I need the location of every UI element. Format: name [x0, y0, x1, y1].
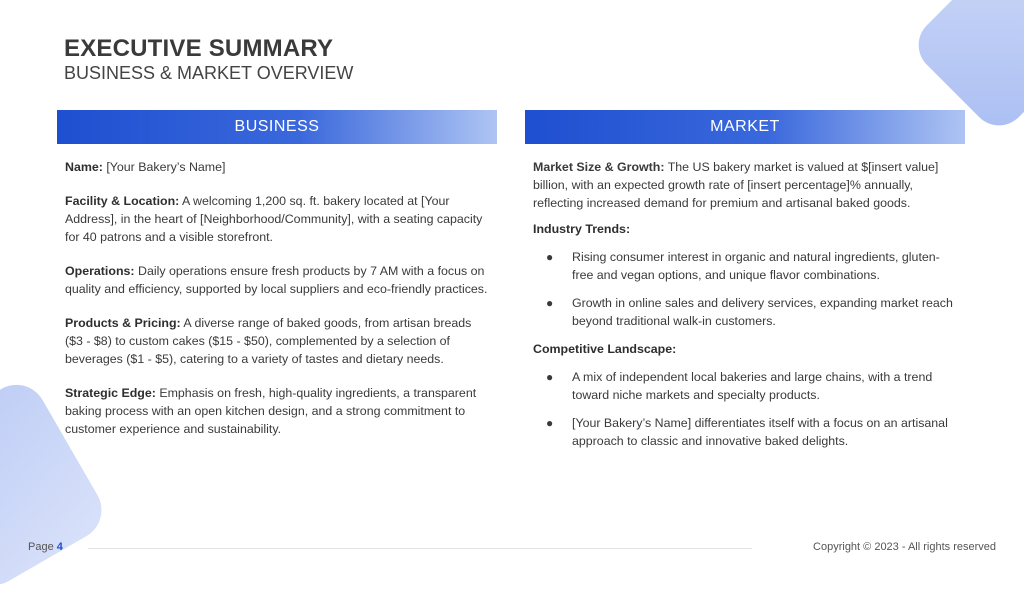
page-title: EXECUTIVE SUMMARY: [64, 35, 334, 62]
copyright-text: Copyright © 2023 - All rights reserved: [813, 541, 996, 553]
list-item: ● Rising consumer interest in organic and natural ingredients, gluten-free and vegan options, and unique flavor combinations.: [546, 250, 940, 282]
item-label: Operations:: [65, 264, 135, 278]
business-edge-item: [65, 384, 489, 438]
bullet-icon: ●: [546, 370, 554, 384]
item-text: [Your Bakery’s Name]: [102, 160, 226, 174]
market-header: MARKET: [525, 110, 965, 144]
bullet-icon: ●: [546, 416, 554, 430]
bullet-icon: ●: [546, 250, 554, 264]
market-column: [525, 110, 965, 460]
item-text: Emphasis on fresh, high-quality ingredients, a transparent baking process with an open kitchen design, and a strong commitment to customer experience and sustainability.: [65, 386, 477, 436]
page-subtitle: BUSINESS & MARKET OVERVIEW: [64, 63, 354, 83]
page-number: 4: [56, 541, 63, 553]
bullet-icon: ●: [546, 296, 554, 310]
business-products-item: [65, 314, 489, 368]
business-operations-item: [65, 262, 489, 298]
business-content: [57, 144, 497, 438]
item-label: Products & Pricing:: [65, 316, 181, 330]
industry-trends-heading: Industry Trends:: [533, 222, 631, 236]
item-text: A diverse range of baked goods, from artisan breads ($3 - $8) to custom cakes ($15 - $50), complemented by a selection of beverages ($1 - $5), catering to a variety of tastes and dietary needs.: [65, 316, 472, 366]
page-indicator: [28, 541, 63, 553]
business-facility-item: [65, 192, 489, 246]
business-header: BUSINESS: [57, 110, 497, 144]
item-label: Name:: [65, 160, 103, 174]
market-content: [525, 144, 965, 450]
competitive-landscape-heading: Competitive Landscape:: [533, 342, 677, 356]
competitive-landscape-list: [533, 368, 957, 450]
item-text: Daily operations ensure fresh products by 7 AM with a focus on quality and efficiency, supported by local suppliers and eco-friendly practices.: [65, 264, 488, 296]
business-column: [57, 110, 497, 454]
page-label: Page: [28, 541, 57, 553]
item-label: Strategic Edge:: [65, 386, 156, 400]
list-item: ● [Your Bakery’s Name] differentiates itself with a focus on an artisanal approach to classic and innovative baked delights.: [546, 416, 948, 448]
list-item: ● Growth in online sales and delivery services, expanding market reach beyond traditional walk-in customers.: [546, 296, 953, 328]
industry-trends-list: [533, 248, 957, 330]
market-size-item: [533, 158, 957, 212]
footer-divider: [88, 548, 752, 549]
item-label: Market Size & Growth:: [533, 160, 665, 174]
item-label: Facility & Location:: [65, 194, 180, 208]
business-name-item: [65, 158, 489, 176]
list-item: ● A mix of independent local bakeries and large chains, with a trend toward niche markets and specialty products.: [546, 370, 933, 402]
item-text: A welcoming 1,200 sq. ft. bakery located at [Your Address], in the heart of [Neighborhood/Community], with a seating capacity for 40 patrons and a visible storefront.: [65, 194, 483, 244]
item-text: The US bakery market is valued at $[insert value] billion, with an expected growth rate of [insert percentage]% annually, reflecting increased demand for premium and artisanal baked goods.: [533, 160, 939, 210]
